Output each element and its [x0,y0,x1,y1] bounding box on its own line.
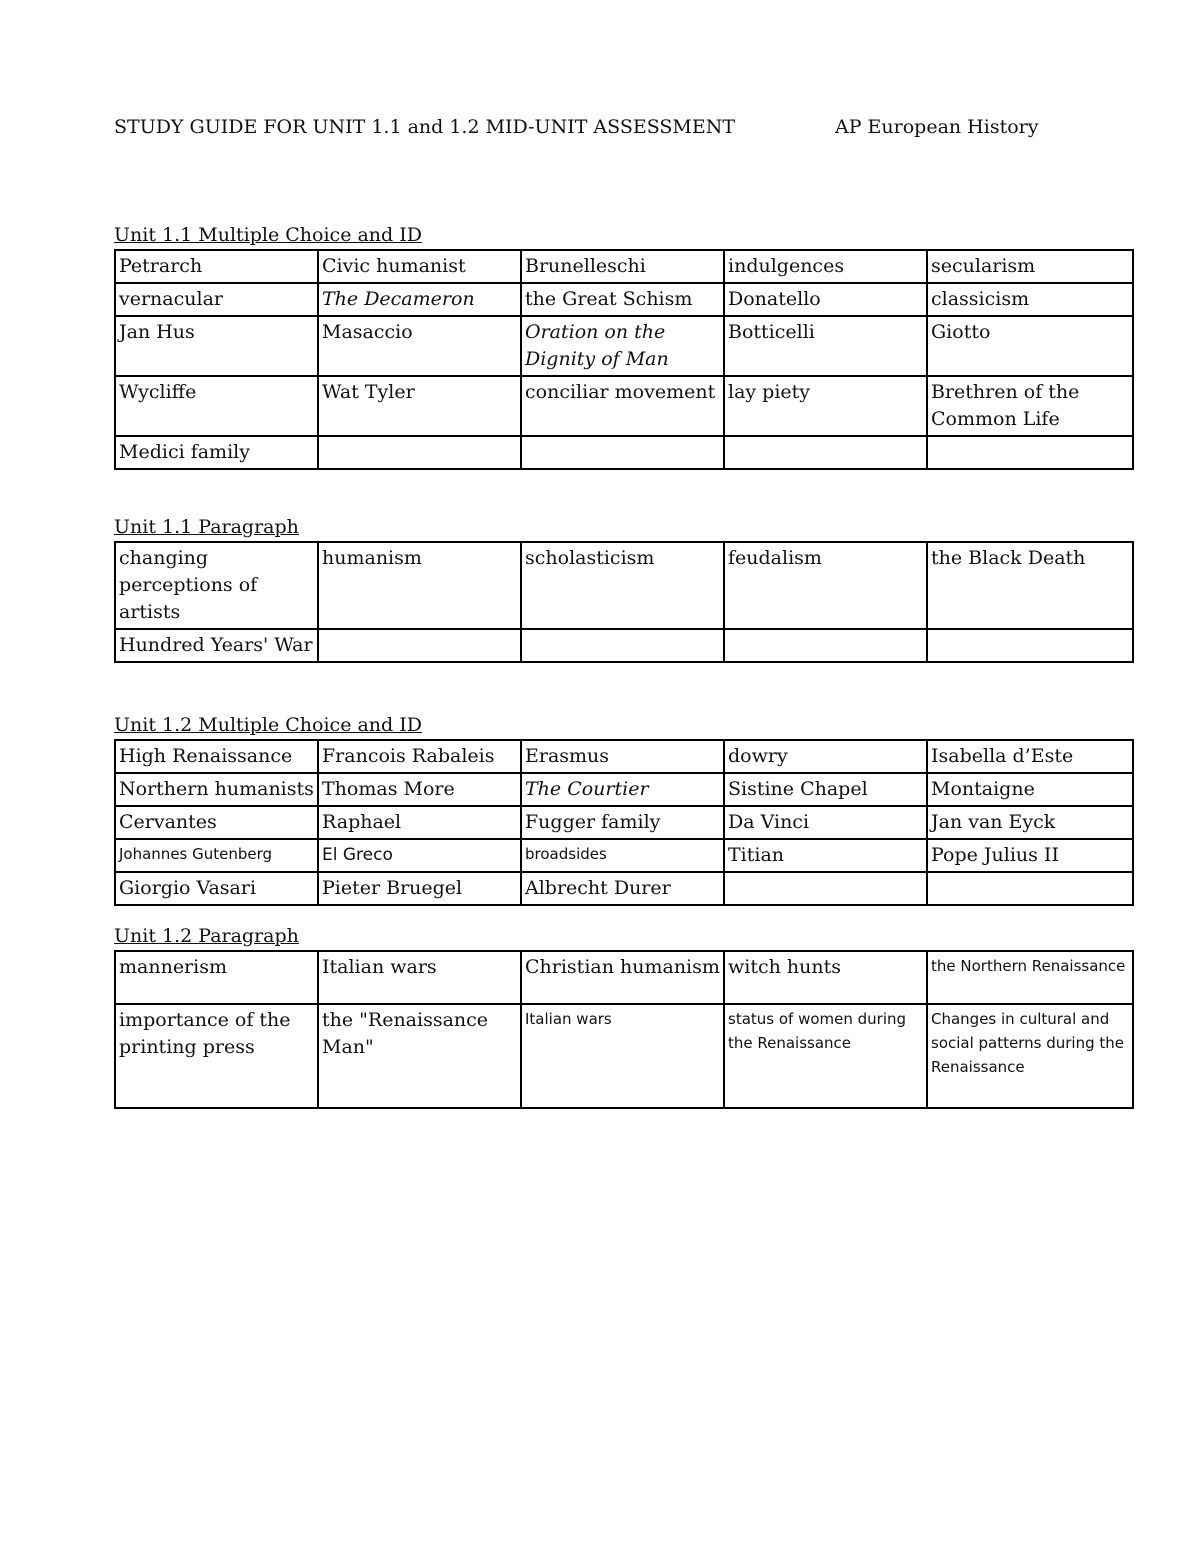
section-title-unit-1-2-mc: Unit 1.2 Multiple Choice and ID [114,714,422,736]
table-cell: Giotto [927,316,1133,376]
table-cell: Northern humanists [115,773,318,806]
document-title: STUDY GUIDE FOR UNIT 1.1 and 1.2 MID-UNIT ASSESSMENT [114,116,736,138]
table-cell: Albrecht Durer [521,872,724,905]
table-cell [318,436,521,469]
table-cell: broadsides [521,839,724,872]
section-title-unit-1-1-mc: Unit 1.1 Multiple Choice and ID [114,224,422,246]
table-cell [521,436,724,469]
table-cell: indulgences [724,250,927,283]
section-title-unit-1-2-paragraph: Unit 1.2 Paragraph [114,925,299,947]
table-cell: Isabella d’Este [927,740,1133,773]
table-row [115,283,1133,316]
page-header [114,114,1134,144]
table-row [115,629,1133,662]
unit-1-1-mc-table [114,249,1134,470]
table-cell: Civic humanist [318,250,521,283]
unit-1-2-mc-table [114,739,1134,906]
table-cell [724,436,927,469]
unit-1-1-paragraph-table [114,541,1134,663]
table-cell: Medici family [115,436,318,469]
table-cell: Italian wars [521,1004,724,1108]
table-cell [927,872,1133,905]
table-cell [927,629,1133,662]
table-cell: mannerism [115,951,318,1004]
table-cell: Oration on the Dignity of Man [521,316,724,376]
table-cell [724,629,927,662]
table-cell: The Decameron [318,283,521,316]
table-cell: the Northern Renaissance [927,951,1133,1004]
table-cell: Brethren of the Common Life [927,376,1133,436]
table-row [115,1004,1133,1108]
table-cell [318,629,521,662]
table-row [115,316,1133,376]
table-cell: classicism [927,283,1133,316]
table-cell: Christian humanism [521,951,724,1004]
table-cell: The Courtier [521,773,724,806]
table-cell: secularism [927,250,1133,283]
table-cell [927,436,1133,469]
course-name: AP European History [835,116,1039,138]
table-row [115,740,1133,773]
table-cell: Pieter Bruegel [318,872,521,905]
table-cell: Fugger family [521,806,724,839]
table-cell: Donatello [724,283,927,316]
table-cell: vernacular [115,283,318,316]
table-cell: Thomas More [318,773,521,806]
table-cell: Cervantes [115,806,318,839]
table-cell: Sistine Chapel [724,773,927,806]
table-cell: Petrarch [115,250,318,283]
table-cell: Da Vinci [724,806,927,839]
table-cell: Hundred Years' War [115,629,318,662]
table-cell: Raphael [318,806,521,839]
table-row [115,376,1133,436]
table-row [115,436,1133,469]
table-cell: status of women during the Renaissance [724,1004,927,1108]
table-row [115,773,1133,806]
table-cell: Masaccio [318,316,521,376]
table-cell: High Renaissance [115,740,318,773]
table-cell: Botticelli [724,316,927,376]
table-row [115,872,1133,905]
table-cell: Montaigne [927,773,1133,806]
table-cell: El Greco [318,839,521,872]
table-cell: scholasticism [521,542,724,629]
table-cell: Francois Rabaleis [318,740,521,773]
table-cell: humanism [318,542,521,629]
table-cell: Brunelleschi [521,250,724,283]
table-cell: the Great Schism [521,283,724,316]
section-title-unit-1-1-paragraph: Unit 1.1 Paragraph [114,516,299,538]
table-cell [521,629,724,662]
table-row [115,806,1133,839]
table-row [115,542,1133,629]
table-cell: Titian [724,839,927,872]
table-cell: feudalism [724,542,927,629]
table-row [115,839,1133,872]
table-cell: Jan Hus [115,316,318,376]
table-cell [724,872,927,905]
table-cell: importance of the printing press [115,1004,318,1108]
table-cell: Johannes Gutenberg [115,839,318,872]
table-cell: dowry [724,740,927,773]
table-cell: Wat Tyler [318,376,521,436]
unit-1-2-paragraph-table [114,950,1134,1109]
table-cell: lay piety [724,376,927,436]
table-row [115,951,1133,1004]
table-cell: Giorgio Vasari [115,872,318,905]
table-cell: witch hunts [724,951,927,1004]
table-cell: changing perceptions of artists [115,542,318,629]
table-cell: Italian wars [318,951,521,1004]
table-cell: the Black Death [927,542,1133,629]
table-cell: Pope Julius II [927,839,1133,872]
table-cell: Wycliffe [115,376,318,436]
table-cell: Jan van Eyck [927,806,1133,839]
table-cell: Changes in cultural and social patterns during the Renaissance [927,1004,1133,1108]
table-cell: conciliar movement [521,376,724,436]
table-row [115,250,1133,283]
table-cell: the "Renaissance Man" [318,1004,521,1108]
table-cell: Erasmus [521,740,724,773]
